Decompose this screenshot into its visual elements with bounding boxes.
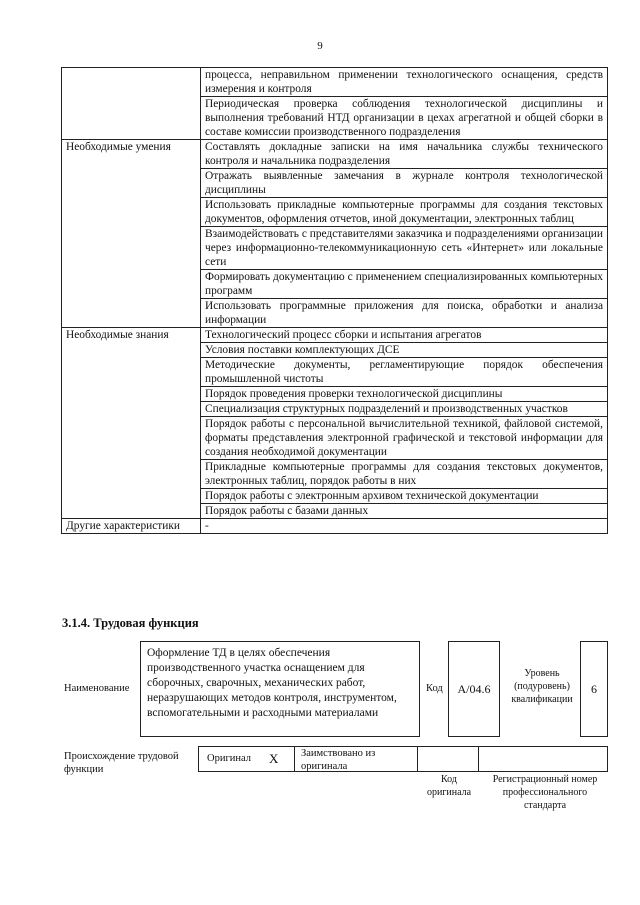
- original-code-cell: [417, 746, 479, 772]
- row-label: Другие характеристики: [62, 519, 201, 534]
- requirement-item: Периодическая проверка соблюдения технологической дисциплины и выполнения требований НТД организации в цехах агрегатной и общей сборки в составе комиссии производственного подразделения: [201, 97, 608, 140]
- row-label: Необходимые умения: [62, 140, 201, 328]
- function-name-box: Оформление ТД в целях обеспечения производственного участка оснащением для сборочных, сварочных, механических работ, неразрушающих методов контроля, инструментом, вспомогательными и расходными материалами: [140, 641, 420, 737]
- requirement-item: Порядок работы с персональной вычислительной техникой, файловой системой, форматы представления электронной графической и текстовой информации для создания необходимой документации: [201, 417, 608, 460]
- original-label: Оригинал: [207, 753, 251, 764]
- requirement-item: Прикладные компьютерные программы для создания текстовых документов, электронных таблиц, порядок работы в них: [201, 460, 608, 489]
- original-mark: Х: [269, 751, 279, 766]
- borrowed-cell: [294, 746, 418, 772]
- requirement-item: Порядок работы с электронным архивом технической документации: [201, 489, 608, 504]
- table-row: [62, 68, 608, 97]
- requirements-table: [61, 67, 608, 534]
- origin-label: Происхождение трудовой функции: [64, 751, 179, 775]
- page-number: 9: [317, 40, 323, 52]
- table-row: [62, 328, 608, 343]
- requirement-item: процесса, неправильном применении технологического оснащения, средств измерения и контроля: [201, 68, 608, 97]
- requirement-item: Порядок проведения проверки технологической дисциплины: [201, 387, 608, 402]
- level-value-box: 6: [580, 641, 608, 737]
- requirement-item: Методические документы, регламентирующие порядок обеспечения промышленной чистоты: [201, 358, 608, 387]
- requirement-item: Формировать документацию с применением специализированных компьютерных программ: [201, 270, 608, 299]
- requirement-item: -: [201, 519, 608, 534]
- registration-number-caption: Регистрационный номер профессионального стандарта: [492, 774, 598, 811]
- origin-row: [198, 746, 608, 772]
- code-label: Код: [426, 683, 443, 694]
- requirement-item: Отражать выявленные замечания в журнале контроля технологической дисциплины: [201, 169, 608, 198]
- level-label: Уровень (подуровень) квалификации: [511, 668, 573, 705]
- borrowed-label: Заимствовано из оригинала: [301, 748, 376, 772]
- requirement-item: Специализация структурных подразделений и производственных участков: [201, 402, 608, 417]
- requirement-item: Взаимодействовать с представителями заказчика и подразделениями организации через информационно-телекоммуникационную сеть «Интернет» или локальные сети: [201, 227, 608, 270]
- name-label: Наименование: [64, 683, 130, 694]
- table-row: [62, 140, 608, 169]
- original-code-caption: Код оригинала: [426, 774, 472, 798]
- row-label: [62, 68, 201, 140]
- function-code-box: А/04.6: [448, 641, 500, 737]
- row-label: Необходимые знания: [62, 328, 201, 519]
- original-cell: [198, 746, 295, 772]
- requirement-item: Использовать прикладные компьютерные программы для создания текстовых документов, оформления отчетов, иной документации, электронных таблиц: [201, 198, 608, 227]
- requirement-item: Технологический процесс сборки и испытания агрегатов: [201, 328, 608, 343]
- registration-number-cell: [478, 746, 608, 772]
- requirement-item: Составлять докладные записки на имя начальника службы технического контроля и начальника подразделения: [201, 140, 608, 169]
- requirement-item: Использовать программные приложения для поиска, обработки и анализа информации: [201, 299, 608, 328]
- requirement-item: Условия поставки комплектующих ДСЕ: [201, 343, 608, 358]
- requirement-item: Порядок работы с базами данных: [201, 504, 608, 519]
- section-title: 3.1.4. Трудовая функция: [62, 616, 199, 630]
- table-row: [62, 519, 608, 534]
